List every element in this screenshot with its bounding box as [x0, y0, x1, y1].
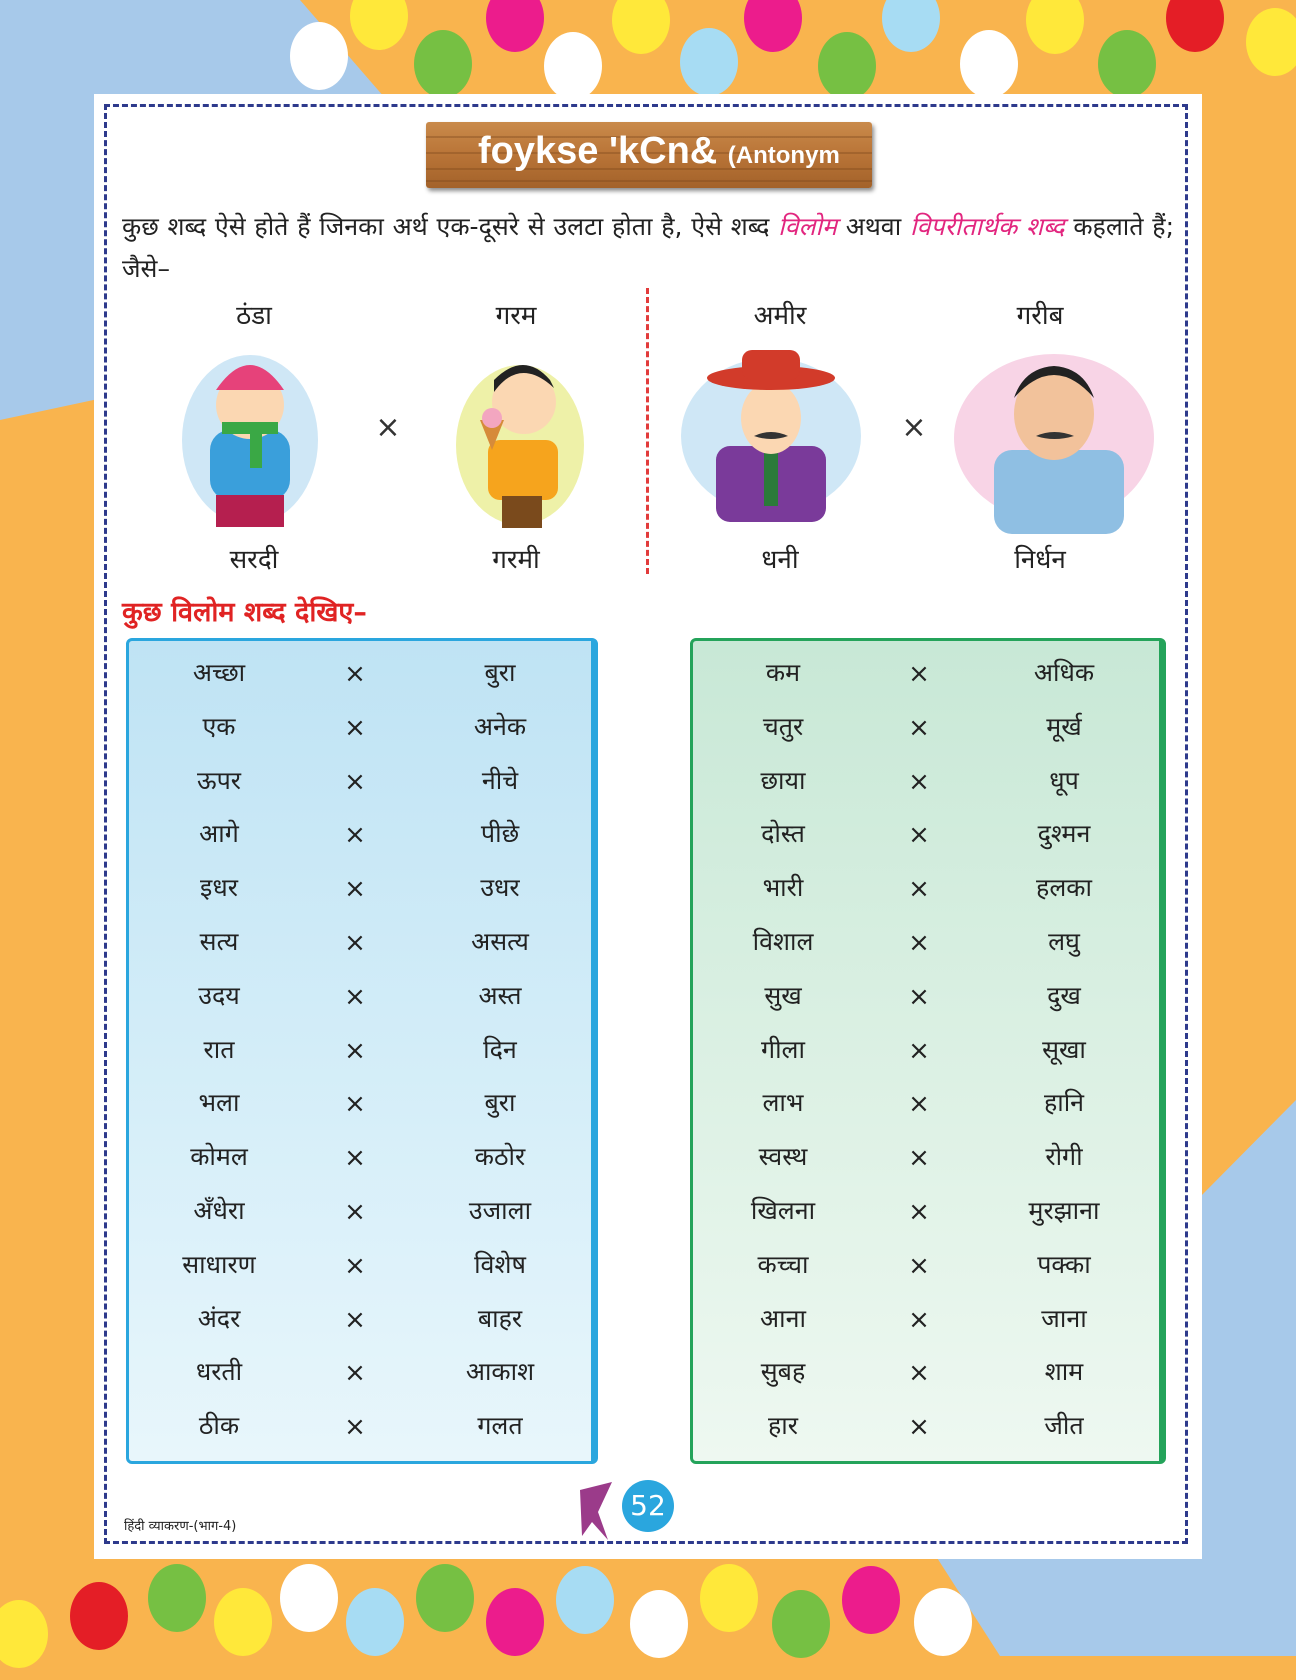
word: छाया	[760, 765, 806, 795]
antonym-word: रोगी	[1045, 1142, 1083, 1172]
antonym-word: असत्य	[471, 926, 529, 956]
antonym-panel-left	[126, 638, 598, 1464]
title-plank	[426, 122, 872, 188]
antonym-list-right	[693, 649, 1159, 1456]
antonym-word: मुरझाना	[1028, 1195, 1100, 1225]
word: आगे	[199, 819, 239, 849]
word: रात	[203, 1034, 235, 1064]
times-symbol: ×	[908, 1358, 930, 1389]
footer-book-title: हिंदी व्याकरण-(भाग-4)	[124, 1519, 237, 1534]
page-title-sub: (Antonym	[727, 142, 840, 169]
times-symbol: ×	[344, 1412, 366, 1443]
intro-text-3: कहलाते हैं; जैसे–	[122, 212, 1174, 283]
times-symbol: ×	[344, 820, 366, 851]
poor-man-illustration	[954, 338, 1164, 538]
word: साधारण	[182, 1249, 256, 1279]
antonym-row	[693, 1348, 1159, 1402]
section-subheading: कुछ विलोम शब्द देखिए–	[122, 597, 367, 628]
antonym-word: दुख	[1047, 980, 1081, 1010]
antonym-row	[693, 649, 1159, 703]
example-word-garam: गरम	[495, 301, 537, 331]
word: सुख	[764, 980, 802, 1010]
times-symbol: ×	[908, 1143, 930, 1174]
antonym-panel-right	[690, 638, 1166, 1464]
times-symbol: ×	[908, 659, 930, 689]
cold-boy-illustration	[180, 330, 320, 530]
antonym-row	[129, 1079, 591, 1133]
example-word-sardi: सरदी	[229, 545, 279, 575]
antonym-word: बाहर	[477, 1303, 523, 1333]
antonym-word: गलत	[477, 1411, 523, 1441]
antonym-row	[129, 1241, 591, 1295]
antonym-row	[129, 1133, 591, 1187]
times-symbol: ×	[908, 874, 930, 905]
word: खिलना	[750, 1195, 816, 1225]
word: धरती	[195, 1357, 243, 1387]
times-symbol: ×	[908, 1196, 930, 1227]
times-symbol: ×	[908, 766, 930, 797]
times-symbol: ×	[908, 1412, 930, 1443]
times-symbol: ×	[908, 1089, 930, 1120]
word: आना	[760, 1303, 806, 1333]
antonym-word: अधिक	[1033, 658, 1095, 687]
times-symbol: ×	[908, 820, 930, 851]
example-word-garib: गरीब	[1016, 301, 1064, 331]
antonym-word: दिन	[483, 1034, 517, 1064]
antonym-word: धूप	[1049, 765, 1079, 795]
antonym-word: आकाश	[465, 1357, 535, 1387]
hot-boy-illustration	[450, 340, 590, 530]
antonym-word: मूर्ख	[1046, 711, 1082, 741]
antonym-row	[129, 918, 591, 972]
antonym-word: सूखा	[1042, 1034, 1086, 1064]
rich-man-illustration	[676, 336, 866, 526]
word: अच्छा	[192, 658, 246, 687]
word: भारी	[762, 873, 804, 903]
word: चतुर	[762, 711, 804, 741]
times-symbol: ×	[908, 1035, 930, 1066]
word: कच्चा	[757, 1249, 809, 1279]
word: भला	[198, 1088, 240, 1118]
times-symbol: ×	[344, 1196, 366, 1227]
antonym-row	[129, 649, 591, 703]
antonym-row	[129, 757, 591, 811]
times-symbol: ×	[344, 981, 366, 1012]
times-symbol: ×	[908, 1250, 930, 1281]
times-symbol: ×	[908, 927, 930, 958]
times-symbol: ×	[344, 1358, 366, 1389]
antonym-word: जाना	[1041, 1303, 1087, 1333]
intro-paragraph	[122, 206, 1174, 290]
antonym-row	[693, 1187, 1159, 1241]
word: एक	[202, 711, 236, 741]
antonym-word: अस्त	[478, 980, 522, 1010]
page-number: 52	[622, 1480, 674, 1532]
word: विशाल	[752, 926, 814, 956]
antonym-word: लघु	[1048, 926, 1080, 956]
example-word-dhani: धनी	[761, 545, 799, 575]
antonym-word: विशेष	[474, 1249, 526, 1279]
times-symbol: ×	[344, 927, 366, 958]
antonym-row	[693, 1241, 1159, 1295]
times-symbol: ×	[344, 1250, 366, 1281]
word: ऊपर	[196, 765, 242, 795]
times-symbol: ×	[344, 1304, 366, 1335]
highlight-vilom: विलोम	[778, 212, 837, 241]
antonym-row	[693, 1026, 1159, 1080]
top-dots-decoration	[0, 0, 1296, 102]
antonym-list-left	[129, 649, 591, 1456]
antonym-row	[129, 703, 591, 757]
word: अँधेरा	[193, 1195, 245, 1225]
word: अंदर	[197, 1303, 241, 1333]
word: स्वस्थ	[758, 1142, 808, 1172]
antonym-row	[129, 810, 591, 864]
page-title: foykse 'kCn& (Antonym	[478, 130, 840, 172]
word: कोमल	[190, 1142, 248, 1172]
antonym-row	[693, 1079, 1159, 1133]
example-word-amir: अमीर	[753, 301, 807, 331]
antonym-word: नीचे	[481, 765, 519, 795]
word: हार	[768, 1411, 798, 1441]
times-symbol: ×	[344, 874, 366, 905]
times-symbol: ×	[908, 1304, 930, 1335]
antonym-row	[693, 972, 1159, 1026]
word: कम	[765, 658, 801, 687]
intro-text-1: कुछ शब्द ऐसे होते हैं जिनका अर्थ एक-दूसरे से उलटा होता है, ऐसे शब्द	[122, 212, 779, 241]
word: उदय	[198, 980, 240, 1010]
example-word-thanda: ठंडा	[236, 301, 272, 331]
example-word-nirdhan: निर्धन	[1014, 545, 1066, 575]
word: गीला	[761, 1034, 805, 1064]
word: सुबह	[760, 1357, 806, 1387]
times-symbol: ×	[375, 410, 401, 445]
antonym-row	[693, 1295, 1159, 1349]
antonym-word: पक्का	[1037, 1249, 1091, 1279]
antonym-row	[129, 1026, 591, 1080]
antonym-row	[129, 864, 591, 918]
antonym-row	[129, 1187, 591, 1241]
antonym-word: बुरा	[484, 1088, 516, 1118]
example-divider	[646, 288, 649, 574]
antonym-word: पीछे	[480, 819, 520, 849]
antonym-row	[693, 757, 1159, 811]
antonym-row	[693, 810, 1159, 864]
antonym-row	[693, 1402, 1159, 1456]
antonym-word: शाम	[1044, 1357, 1084, 1387]
word: लाभ	[762, 1088, 804, 1118]
antonym-word: दुश्मन	[1037, 819, 1091, 849]
highlight-vipritarthak: विपरीतार्थक शब्द	[909, 212, 1065, 241]
times-symbol: ×	[901, 410, 927, 445]
word: सत्य	[199, 926, 239, 956]
antonym-word: हलका	[1036, 873, 1092, 903]
antonym-word: उजाला	[468, 1195, 532, 1225]
antonym-row	[129, 1348, 591, 1402]
antonym-word: जीत	[1044, 1411, 1084, 1441]
times-symbol: ×	[344, 1035, 366, 1066]
antonym-word: हानि	[1043, 1088, 1085, 1118]
antonym-row	[693, 1133, 1159, 1187]
antonym-row	[693, 918, 1159, 972]
antonym-row	[129, 1295, 591, 1349]
antonym-word: बुरा	[484, 658, 516, 687]
antonym-row	[129, 1402, 591, 1456]
times-symbol: ×	[908, 981, 930, 1012]
word: इधर	[200, 873, 238, 903]
word: ठीक	[198, 1411, 240, 1441]
antonym-word: कठोर	[474, 1142, 526, 1172]
times-symbol: ×	[344, 659, 366, 689]
antonym-row	[129, 972, 591, 1026]
intro-text-2: अथवा	[836, 212, 910, 241]
example-word-garmi: गरमी	[492, 545, 540, 575]
bottom-dots-decoration	[0, 1570, 1296, 1680]
times-symbol: ×	[344, 1143, 366, 1174]
times-symbol: ×	[344, 1089, 366, 1120]
antonym-word: अनेक	[473, 711, 527, 741]
antonym-row	[693, 864, 1159, 918]
times-symbol: ×	[344, 712, 366, 743]
antonym-word: उधर	[480, 873, 520, 903]
times-symbol: ×	[344, 766, 366, 797]
antonym-row	[693, 703, 1159, 757]
times-symbol: ×	[908, 712, 930, 743]
word: दोस्त	[761, 819, 805, 849]
